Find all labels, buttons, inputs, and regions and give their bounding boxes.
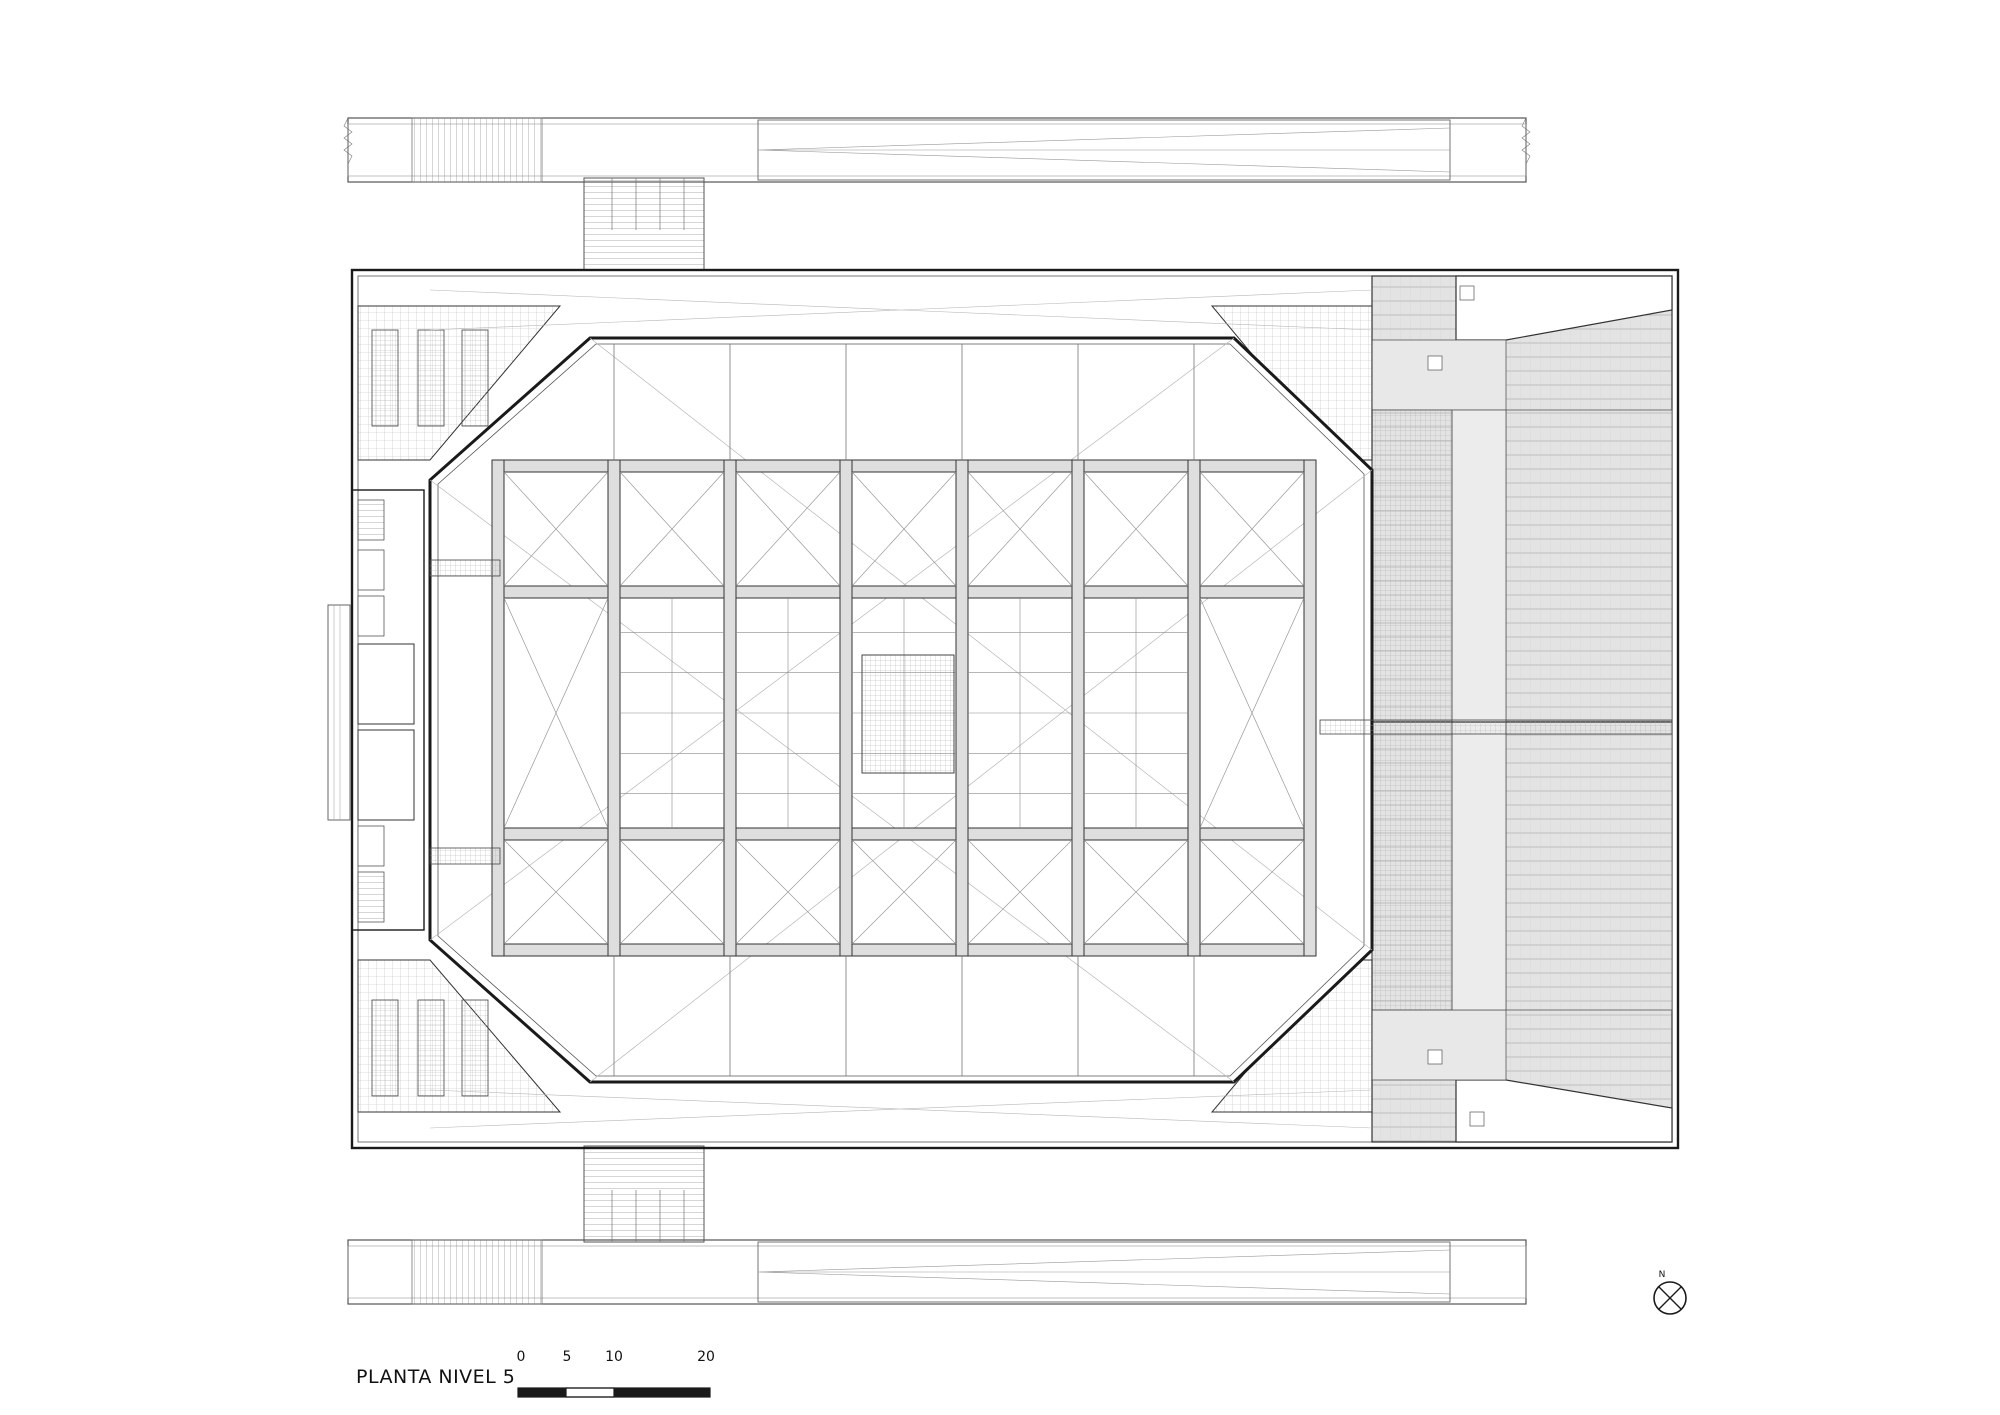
- truss-beam-v: [492, 460, 504, 956]
- left-service-core: [328, 490, 424, 930]
- bottom-bridge: [348, 1240, 1526, 1304]
- truss-beam-v: [608, 460, 620, 956]
- right-tribune: [1372, 276, 1672, 1142]
- north-arrow: [1654, 1282, 1686, 1314]
- truss-beam-v: [956, 460, 968, 956]
- central-panel: [862, 655, 954, 773]
- scale-bar: [518, 1388, 710, 1397]
- drawing-title: PLANTA NIVEL 5: [356, 1366, 516, 1388]
- scale-label-10: 10: [605, 1349, 623, 1365]
- top-bridge: [344, 118, 1530, 182]
- top-stair-connector: [584, 178, 704, 270]
- truss-beam-v: [1304, 460, 1316, 956]
- truss-beam-v: [840, 460, 852, 956]
- truss-beam-v: [1188, 460, 1200, 956]
- north-label: N: [1658, 1270, 1666, 1280]
- scale-label-0: 0: [516, 1349, 526, 1365]
- bottom-stair-connector: [584, 1146, 704, 1242]
- truss-beam-v: [1072, 460, 1084, 956]
- scale-label-5: 5: [562, 1349, 572, 1365]
- truss-beam-v: [724, 460, 736, 956]
- scale-label-20: 20: [697, 1349, 715, 1365]
